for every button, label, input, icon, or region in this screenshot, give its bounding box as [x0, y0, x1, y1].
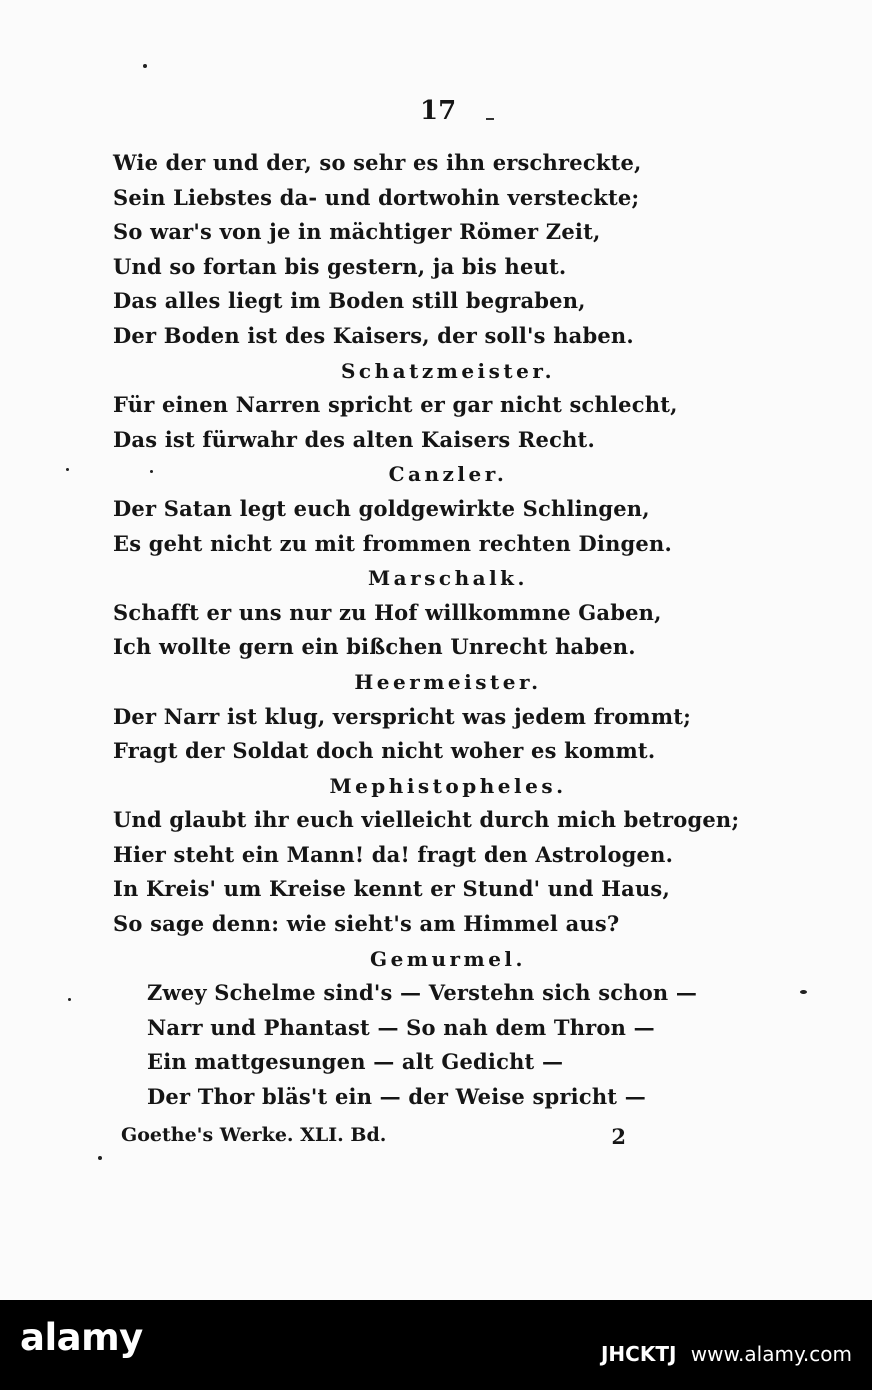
verse-line: Für einen Narren spricht er gar nicht schlecht, [113, 392, 678, 418]
verse-line: Der Satan legt euch goldgewirkte Schlingen, [113, 495, 650, 521]
speaker-name: Canzler. [388, 462, 508, 487]
verse-line: So sage denn: wie sieht's am Himmel aus? [113, 911, 620, 937]
verse-line: Narr und Phantast — So nah dem Thron — [147, 1014, 655, 1040]
speaker-name: Marschalk. [368, 566, 528, 591]
verse-line: Der Narr ist klug, verspricht was jedem frommt; [113, 703, 692, 729]
verse-line: Der Boden ist des Kaisers, der soll's haben. [113, 322, 634, 348]
print-speck [800, 990, 807, 994]
verse-line: Zwey Schelme sind's — Verstehn sich schon — [147, 980, 698, 1006]
print-speck [98, 1156, 102, 1160]
verse-line: Das ist fürwahr des alten Kaisers Recht. [113, 426, 595, 452]
verse-line: Und glaubt ihr euch vielleicht durch mich betrogen; [113, 807, 740, 833]
footer-signature: Goethe's Werke. XLI. Bd. [121, 1124, 387, 1146]
alamy-logo: alamy [20, 1316, 143, 1359]
print-speck [68, 998, 71, 1001]
verse-line: Fragt der Soldat doch nicht woher es kommt. [113, 738, 656, 764]
verse-line: Und so fortan bis gestern, ja bis heut. [113, 253, 567, 279]
verse-line: Das alles liegt im Boden still begraben, [113, 288, 586, 314]
verse-line: Ich wollte gern ein bißchen Unrecht haben. [113, 634, 636, 660]
verse-line: Wie der und der, so sehr es ihn erschreckte, [113, 150, 642, 175]
verse-line: Hier steht ein Mann! da! fragt den Astrologen. [113, 841, 674, 867]
speaker-name: Gemurmel. [370, 946, 526, 971]
verse-line: Sein Liebstes da- und dortwohin versteckte; [113, 184, 640, 210]
page-footer [121, 1124, 626, 1154]
footer-sheet-number: 2 [611, 1124, 626, 1149]
print-speck [66, 468, 69, 471]
verse-line: In Kreis' um Kreise kennt er Stund' und Haus, [113, 876, 670, 902]
verse-line: Der Thor bläs't ein — der Weise spricht — [147, 1084, 646, 1110]
print-speck [143, 64, 147, 68]
speaker-name: Mephistopheles. [329, 773, 567, 798]
verse-line: Es geht nicht zu mit frommen rechten Dingen. [113, 530, 672, 556]
verse-line: So war's von je in mächtiger Römer Zeit, [113, 219, 601, 245]
verse-line: Ein mattgesungen — alt Gedicht — [147, 1049, 564, 1075]
poem-text [113, 146, 740, 1115]
image-id: JHCKTJ [600, 1342, 677, 1366]
speaker-name: Heermeister. [354, 669, 542, 694]
verse-line: Schafft er uns nur zu Hof willkommne Gaben, [113, 599, 662, 625]
watermark-info [593, 1342, 852, 1366]
watermark-url: www.alamy.com [690, 1342, 852, 1366]
print-mark [486, 118, 494, 120]
speaker-name: Schatzmeister. [340, 358, 556, 383]
page-number: 17 [420, 96, 457, 126]
